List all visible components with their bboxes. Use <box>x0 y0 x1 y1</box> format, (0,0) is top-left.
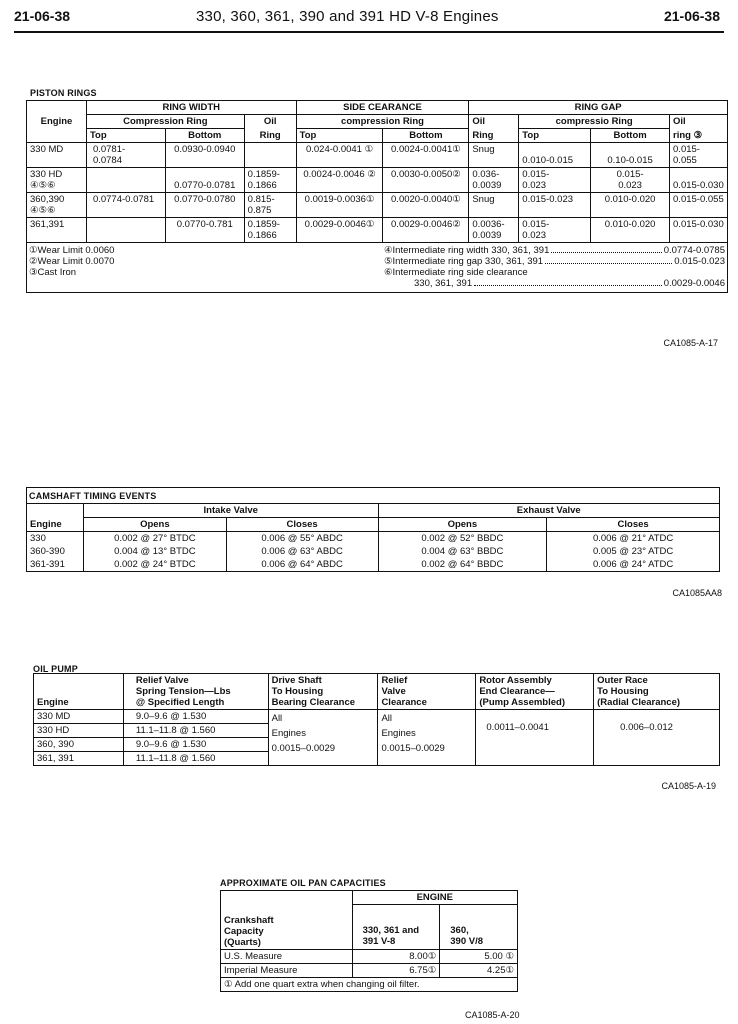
col-ring-circ: ring ③ <box>670 129 728 143</box>
notes-left <box>29 245 384 289</box>
camshaft-table <box>26 503 720 572</box>
side-bottom: 0.0024-0.0041① <box>383 143 469 168</box>
col-bottom: Bottom <box>165 129 244 143</box>
drive-shaft-clearance: All Engines 0.0015–0.0029 <box>268 710 378 766</box>
width-top: 0.0781- 0.0784 <box>86 143 165 168</box>
exhaust-closes: 0.005 @ 23° ATDC <box>547 545 720 558</box>
intake-closes: 0.006 @ 64° ABDC <box>226 558 378 572</box>
table-row <box>27 558 720 572</box>
width-top: 0.0774-0.0781 <box>86 193 165 218</box>
gap-bottom: 0.015- 0.023 <box>591 168 670 193</box>
col-exhaust-closes: Closes <box>547 518 720 532</box>
col-capacity: Crankshaft Capacity (Quarts) <box>221 905 353 950</box>
engine: 360-390 <box>27 545 84 558</box>
footnote-value: 0.0774-0.0785 <box>663 245 725 256</box>
engine: 330 HD <box>34 724 124 738</box>
col-outer-race: Outer Race To Housing (Radial Clearance) <box>594 674 720 710</box>
oil-pan-rows <box>221 949 518 977</box>
footnote-label: ⑥Intermediate ring side clearance <box>384 267 528 278</box>
col-oil-gap: Oil <box>469 115 519 129</box>
footnote-label: 330, 361, 391 <box>414 278 473 289</box>
col-engine: Engine <box>27 115 87 129</box>
capacity-330-361-391: 8.00① <box>352 949 440 963</box>
header-rule <box>14 31 724 33</box>
gap-top: 0.015-0.023 <box>519 193 591 218</box>
col-oil: Oil <box>244 115 296 129</box>
col-rotor: Rotor Assembly End Clearance— (Pump Assembled) <box>476 674 594 710</box>
capacity-360-390: 5.00 ① <box>440 949 518 963</box>
oil-pan-table <box>220 890 518 992</box>
gap-bottom: 0.010-0.020 <box>591 193 670 218</box>
engine-label: 361,391 <box>30 219 65 230</box>
col-engine: Engine <box>34 674 124 710</box>
side-top: 0.0029-0.0046① <box>296 218 383 243</box>
oil-pump-table <box>33 673 720 766</box>
camshaft-rows <box>27 532 720 572</box>
footnote <box>384 267 725 278</box>
col-drive-shaft: Drive Shaft To Housing Bearing Clearance <box>268 674 378 710</box>
exhaust-opens: 0.002 @ 52° BBDC <box>378 532 547 546</box>
side-bottom: 0.0030-0.0050② <box>383 168 469 193</box>
gap-ring: 0.015-0.030 <box>670 218 728 243</box>
footnote-value: 0.015-0.023 <box>674 256 725 267</box>
gap-ring: 0.015-0.055 <box>670 193 728 218</box>
engine: 361, 391 <box>34 752 124 766</box>
row-engine <box>27 193 87 218</box>
piston-rings-table <box>26 100 728 243</box>
width-top <box>86 168 165 193</box>
col-compression-ring-side: compression Ring <box>296 115 469 129</box>
footnote <box>384 245 725 256</box>
table-row <box>27 143 728 168</box>
footnote <box>384 256 725 267</box>
engine-notes: ④⑤⑥ <box>30 180 56 191</box>
side-top: 0.0024-0.0046 ② <box>296 168 383 193</box>
col-relief-valve: Relief Valve Clearance <box>378 674 476 710</box>
col-exhaust-valve: Exhaust Valve <box>378 504 720 518</box>
engine-notes: ④⑤⑥ <box>30 205 56 216</box>
table-row <box>27 532 720 546</box>
col-engine: Engine <box>27 518 84 532</box>
gap-ring: 0.015- 0.055 <box>670 143 728 168</box>
row-engine <box>27 143 87 168</box>
footnote <box>384 278 725 289</box>
footnote-label: ⑤Intermediate ring gap 330, 361, 391 <box>384 256 544 267</box>
col-bottom-gap: Bottom <box>591 129 670 143</box>
intake-closes: 0.006 @ 63° ABDC <box>226 545 378 558</box>
width-bottom: 0.0770-0.0780 <box>165 193 244 218</box>
col-top-side: Top <box>296 129 383 143</box>
width-oil: 0.1859- 0.1866 <box>244 168 296 193</box>
rotor-end-clearance: 0.0011–0.0041 <box>476 710 594 766</box>
exhaust-opens: 0.002 @ 64° BBDC <box>378 558 547 572</box>
measure-label: Imperial Measure <box>221 963 353 977</box>
width-oil: 0.815- 0.875 <box>244 193 296 218</box>
table-row <box>221 963 518 977</box>
engine: 330 MD <box>34 710 124 724</box>
spring-tension: 9.0–9.6 @ 1.530 <box>123 710 268 724</box>
side-bottom: 0.0029-0.0046② <box>383 218 469 243</box>
table-row <box>27 218 728 243</box>
capacity-360-390: 4.25① <box>440 963 518 977</box>
gap-top: 0.015- 0.023 <box>519 218 591 243</box>
gap-oil: 0.0036- 0.0039 <box>469 218 519 243</box>
page-title: 330, 360, 361, 390 and 391 HD V-8 Engines <box>196 8 499 25</box>
oil-pump-section <box>33 673 720 766</box>
group-ring-gap: RING GAP <box>469 101 728 115</box>
engine-label: 330 MD <box>30 144 64 155</box>
width-oil: 0.1859- 0.1866 <box>244 218 296 243</box>
col-ring-gap: Ring <box>469 129 519 143</box>
side-top: 0.024-0.0041 ① <box>296 143 383 168</box>
piston-rings-rows <box>27 143 728 243</box>
col-intake-opens: Opens <box>83 518 226 532</box>
camshaft-section <box>26 487 720 572</box>
width-bottom: 0.0930-0.0940 <box>165 143 244 168</box>
side-bottom: 0.0020-0.0040① <box>383 193 469 218</box>
dot-leader <box>545 256 672 264</box>
intake-opens: 0.002 @ 24° BTDC <box>83 558 226 572</box>
engine: 360, 390 <box>34 738 124 752</box>
intake-opens: 0.002 @ 27° BTDC <box>83 532 226 546</box>
engine: 361-391 <box>27 558 84 572</box>
table-row <box>221 949 518 963</box>
outer-race-clearance: 0.006–0.012 <box>594 710 720 766</box>
width-bottom: 0.0770-0.0781 <box>165 168 244 193</box>
dot-leader <box>474 278 662 286</box>
engine: 330 <box>27 532 84 546</box>
exhaust-opens: 0.004 @ 63° BBDC <box>378 545 547 558</box>
oil-pan-section <box>220 890 518 992</box>
side-top: 0.0019-0.0036① <box>296 193 383 218</box>
footnote: ③Cast Iron <box>29 267 77 278</box>
table-row <box>27 545 720 558</box>
oil-pan-footnote: ① Add one quart extra when changing oil filter. <box>221 977 518 991</box>
col-compression-ring: Compression Ring <box>86 115 244 129</box>
col-bottom-side: Bottom <box>383 129 469 143</box>
figure-code: CA1085-A-17 <box>663 338 718 348</box>
gap-oil: Snug <box>469 193 519 218</box>
col-top-gap: Top <box>519 129 591 143</box>
spring-tension: 11.1–11.8 @ 1.560 <box>123 724 268 738</box>
row-engine <box>27 218 87 243</box>
col-engine: ENGINE <box>352 891 517 905</box>
relief-valve-clearance: All Engines 0.0015–0.0029 <box>378 710 476 766</box>
table-row <box>34 710 720 724</box>
col-intake-closes: Closes <box>226 518 378 532</box>
col-330-361-391: 330, 361 and 391 V-8 <box>352 905 440 950</box>
gap-ring: 0.015-0.030 <box>670 168 728 193</box>
notes-right <box>384 245 725 289</box>
piston-rings-section <box>26 100 728 293</box>
width-oil <box>244 143 296 168</box>
dot-leader <box>551 245 661 253</box>
oil-pump-rows <box>34 710 720 766</box>
oil-pump-title: OIL PUMP <box>33 664 78 674</box>
gap-oil: 0.036- 0.0039 <box>469 168 519 193</box>
measure-label: U.S. Measure <box>221 949 353 963</box>
footnote-value: 0.0029-0.0046 <box>663 278 725 289</box>
footnote: ②Wear Limit 0.0070 <box>29 256 115 267</box>
gap-top: 0.010-0.015 <box>519 143 591 168</box>
spring-tension: 11.1–11.8 @ 1.560 <box>123 752 268 766</box>
page-number-right: 21-06-38 <box>663 8 720 24</box>
intake-opens: 0.004 @ 13° BTDC <box>83 545 226 558</box>
col-intake-valve: Intake Valve <box>83 504 378 518</box>
gap-oil: Snug <box>469 143 519 168</box>
footnote-label: ④Intermediate ring width 330, 361, 391 <box>384 245 550 256</box>
figure-code: CA1085-A-20 <box>465 1010 520 1020</box>
spring-tension: 9.0–9.6 @ 1.530 <box>123 738 268 752</box>
col-360-390: 360, 390 V/8 <box>440 905 518 950</box>
oil-pan-title: APPROXIMATE OIL PAN CAPACITIES <box>220 878 386 888</box>
footnote: ①Wear Limit 0.0060 <box>29 245 115 256</box>
engine-label: 330 HD <box>30 169 63 180</box>
col-top: Top <box>86 129 165 143</box>
camshaft-title: CAMSHAFT TIMING EVENTS <box>26 487 720 503</box>
engine-label: 360,390 <box>30 194 65 205</box>
col-oil-ring: Oil <box>670 115 728 129</box>
exhaust-closes: 0.006 @ 21° ATDC <box>547 532 720 546</box>
row-engine <box>27 168 87 193</box>
width-bottom: 0.0770-0.781 <box>165 218 244 243</box>
gap-top: 0.015- 0.023 <box>519 168 591 193</box>
figure-code: CA1085AA8 <box>672 588 722 598</box>
col-relief-spring: Relief Valve Spring Tension—Lbs @ Specified Length <box>123 674 268 710</box>
group-ring-width: RING WIDTH <box>86 101 296 115</box>
page-number-left: 21-06-38 <box>14 8 71 24</box>
col-exhaust-opens: Opens <box>378 518 547 532</box>
figure-code: CA1085-A-19 <box>661 781 716 791</box>
table-row <box>27 168 728 193</box>
col-ring: Ring <box>244 129 296 143</box>
piston-rings-notes <box>26 243 728 293</box>
gap-bottom: 0.10-0.015 <box>591 143 670 168</box>
intake-closes: 0.006 @ 55° ABDC <box>226 532 378 546</box>
table-row <box>27 193 728 218</box>
col-compression-ring-gap: compressio Ring <box>519 115 670 129</box>
gap-bottom: 0.010-0.020 <box>591 218 670 243</box>
group-side-clearance: SIDE CEARANCE <box>296 101 469 115</box>
piston-rings-title: PISTON RINGS <box>30 88 97 98</box>
capacity-330-361-391: 6.75① <box>352 963 440 977</box>
width-top <box>86 218 165 243</box>
exhaust-closes: 0.006 @ 24° ATDC <box>547 558 720 572</box>
